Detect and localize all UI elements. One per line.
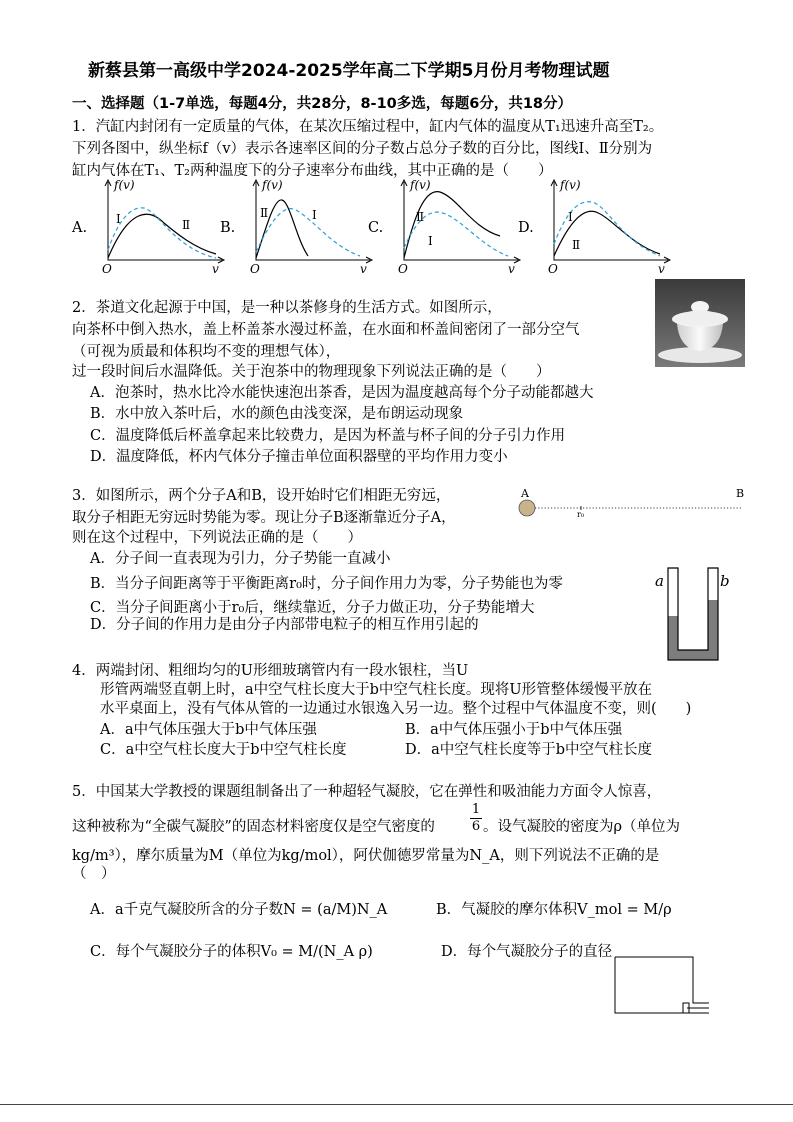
q2-option-d[interactable]: D．温度降低，杯内气体分子撞击单位面积器壁的平均作用力变小 [90,449,508,465]
q5-option-a[interactable]: A．a千克气凝胶所含的分子数N = (a/M)N_A [90,902,388,918]
q5-stem-line3: kg/m³），摩尔质量为M（单位为kg/mol），阿伏伽德罗常量为N_A，则下列说法不正确的是 [72,848,660,864]
q3-option-b[interactable]: B．当分子间距离等于平衡距离r₀时，分子间作用力为零，分子势能也为零 [90,576,563,592]
dashed-curve [108,208,216,258]
q2-stem-line1: 2．茶道文化起源于中国，是一种以茶修身的生活方式。如图所示， [72,300,502,316]
origin-label: O [548,262,558,276]
curve-label-2: Ⅱ [416,210,425,224]
tube-a-label: a [655,572,664,590]
q3-stem-line2: 取分子相距无穷远时势能为零。现让分子B逐渐靠近分子A， [72,510,456,526]
u-tube-drawing [666,566,720,662]
distribution-plot [550,180,672,270]
x-axis-label: v [508,262,515,276]
q2-stem-line3: （可视为质最和体积均不变的理想气体）， [72,344,341,360]
q5-stem-line4: （ ） [72,866,116,882]
q5-stem-line2b: 。设气凝胶的密度为ρ（单位为 [483,819,681,835]
option-letter: C. [368,220,384,236]
q5-option-d[interactable]: D．每个气凝胶分子的直径 [441,944,613,960]
q1-graph-option-a[interactable] [72,178,222,278]
x-axis-label: v [360,262,367,276]
solid-curve [404,192,500,258]
distribution-plot [252,180,374,270]
curve-label-1: Ⅰ [312,208,317,222]
container-diagram [613,955,713,1021]
q4-stem-line3: 水平桌面上，没有气体从管的一边通过水银逸入另一边。整个过程中气体温度不变，则( ) [100,701,692,717]
q4-stem-line2: 形管两端竖直朝上时，a中空气柱长度大于b中空气柱长度。现将U形管整体缓慢平放在 [100,682,653,698]
q4-stem-line1: 4．两端封闭、粗细均匀的U形细玻璃管内有一段水银柱，当U [72,663,469,679]
tube-b-label: b [720,572,730,590]
q3-option-d[interactable]: D．分子间的作用力是由分子内部带电粒子的相互作用引起的 [90,617,479,633]
q5-stem-line2a: 这种被称为“全碳气凝胶”的固态材料密度仅是空气密度的 [72,819,435,835]
q2-stem-line2: 向茶杯中倒入热水，盖上杯盖茶水漫过杯盖，在水面和杯盖间密闭了一部分空气 [72,322,580,338]
teacup-image [655,279,745,367]
q1-graph-option-b[interactable] [220,178,370,278]
distribution-plot [400,180,522,270]
curve-label-2: Ⅱ [182,218,191,232]
q1-stem-line2: 下列各图中，纵坐标f（v）表示各速率区间的分子数占总分子数的百分比，图线Ⅰ、Ⅱ分别为 [72,141,653,157]
curve-label-1: Ⅰ [428,234,433,248]
curve-label-1: Ⅰ [568,210,573,224]
q5-option-c[interactable]: C．每个气凝胶分子的体积V₀ = M/(N_A ρ) [90,944,373,960]
section-heading: 一、选择题（1-7单选，每题4分，共28分，8-10多选，每题6分，共18分） [72,96,573,112]
molecule-axis [515,498,745,528]
q4-option-b[interactable]: B．a中气体压强小于b中气体压强 [405,722,623,738]
option-letter: A. [72,220,88,236]
x-axis-label: v [212,262,219,276]
q4-option-c[interactable]: C．a中空气柱长度大于b中空气柱长度 [100,742,347,758]
q3-stem-line1: 3．如图所示，两个分子A和B，设开始时它们相距无穷远， [72,488,451,504]
q4-option-d[interactable]: D．a中空气柱长度等于b中空气柱长度 [405,742,653,758]
q2-option-c[interactable]: C．温度降低后杯盖拿起来比较费力，是因为杯盖与杯子间的分子引力作用 [90,428,566,444]
origin-label: O [102,262,112,276]
origin-label: O [250,262,260,276]
origin-label: O [398,262,408,276]
x-axis-label: v [658,262,665,276]
molecule-a-label: A [521,487,529,500]
solid-curve [108,214,216,258]
q3-option-a[interactable]: A．分子间一直表现为引力，分子势能一直减小 [90,551,391,567]
axes [108,182,222,260]
fraction-denominator: 6 [471,819,481,834]
q5-option-b[interactable]: B．气凝胶的摩尔体积V_mol = M/ρ [436,902,672,918]
curve-label-1: Ⅰ [116,212,121,226]
molecule-b-label: B [736,487,745,500]
r0-mark: r₀ [577,510,585,519]
q5-stem-line1: 5．中国某大学教授的课题组制备出了一种超轻气凝胶，它在弹性和吸油能力方面令人惊喜， [72,784,662,800]
q2-option-a[interactable]: A．泡茶时，热水比冷水能快速泡出茶香，是因为温度越高每个分子动能都越大 [90,385,594,401]
q3-option-c[interactable]: C．当分子间距离小于r₀后，继续靠近，分子力做正功，分子势能增大 [90,600,535,616]
q1-stem-line3: 缸内气体在T₁、T₂两种温度下的分子速率分布曲线，其中正确的是（ ） [72,163,553,179]
option-letter: D. [518,220,534,236]
y-axis-label: f(v) [262,178,283,192]
fraction-one-sixth [470,802,482,835]
q1-graph-option-d[interactable] [518,178,668,278]
page-divider [0,1104,793,1105]
dashed-curve [256,209,360,256]
q1-graph-option-c[interactable] [368,178,518,278]
q3-stem-line3: 则在这个过程中，下列说法正确的是（ ） [72,530,362,546]
y-axis-label: f(v) [560,178,581,192]
y-axis-label: f(v) [410,178,431,192]
q2-stem-line4: 过一段时间后水温降低。关于泡茶中的物理现象下列说法正确的是（ ） [72,364,551,380]
curve-label-2: Ⅱ [260,206,269,220]
page-title: 新蔡县第一高级中学2024-2025学年高二下学期5月份月考物理试题 [88,61,610,81]
q1-stem-line1: 1．汽缸内封闭有一定质量的气体，在某次压缩过程中，缸内气体的温度从T₁迅速升高至T₂。 [72,119,664,135]
distribution-plot [104,180,226,270]
q2-option-b[interactable]: B．水中放入茶叶后，水的颜色由浅变深，是布朗运动现象 [90,406,464,422]
y-axis-label: f(v) [114,178,135,192]
curve-label-2: Ⅱ [572,238,581,252]
q4-option-a[interactable]: A．a中气体压强大于b中气体压强 [100,722,317,738]
option-letter: B. [220,220,236,236]
fraction-numerator: 1 [471,802,481,817]
